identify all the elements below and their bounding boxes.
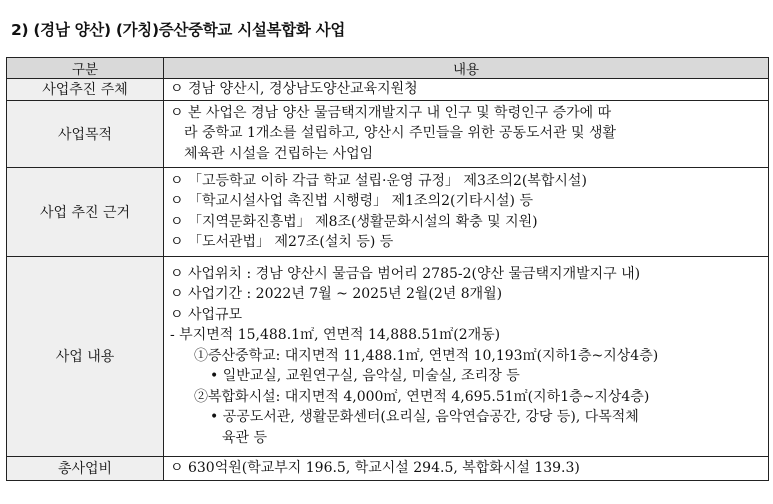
row-label-legal-basis: 사업 추진 근거	[7, 167, 164, 256]
content-line: ㅇ 사업위치 : 경남 양산시 물금읍 범어리 2785-2(양산 물금택지개발지구 내)	[170, 265, 641, 282]
content-line: ㅇ 사업기간 : 2022년 7월 ~ 2025년 2월(2년 8개월)	[170, 286, 503, 303]
table-row	[7, 456, 769, 480]
project-table	[6, 57, 769, 481]
row-label-purpose: 사업목적	[7, 100, 164, 167]
row-label-details: 사업 내용	[7, 256, 164, 456]
table-row	[7, 256, 769, 456]
content-line: ㅇ 경남 양산시, 경상남도양산교육지원청	[170, 81, 418, 97]
row-content-budget	[164, 456, 769, 480]
header-content: 내용	[164, 58, 769, 79]
content-line: 체육관 시설을 건립하는 사업임	[184, 145, 374, 162]
content-line: • 공공도서관, 생활문화센터(요리실, 음악연습공간, 강당 등), 다목적체	[210, 409, 639, 426]
table-row	[7, 167, 769, 256]
row-label-organizer: 사업추진 주체	[7, 79, 164, 101]
content-line: ①증산중학교: 대지면적 11,488.1㎡, 연면적 10,193㎡(지하1층~지상4층)	[194, 347, 659, 364]
table-row	[7, 100, 769, 167]
content-line: 라 중학교 1개소를 설립하고, 양산시 주민들을 위한 공동도서관 및 생활	[184, 125, 617, 142]
content-line: 육관 등	[222, 429, 268, 446]
row-content-details	[164, 256, 769, 456]
section-heading: 2) (경남 양산) (가칭)증산중학교 시설복합화 사업	[11, 21, 346, 39]
content-line: ②복합화시설: 대지면적 4,000㎡, 연면적 4,695.51㎡(지하1층~지상4층)	[194, 388, 650, 405]
row-content-organizer	[164, 79, 769, 101]
row-content-purpose	[164, 100, 769, 167]
content-line: ㅇ 본 사업은 경남 양산 물금택지개발지구 내 인구 및 학령인구 증가에 따	[170, 104, 612, 121]
content-line: ㅇ 「고등학교 이하 각급 학교 설립·운영 규정」 제3조의2(복합시설)	[170, 172, 587, 189]
content-line: ㅇ 630억원(학교부지 196.5, 학교시설 294.5, 복합화시설 139.3)	[170, 459, 580, 476]
content-line: ㅇ 사업규모	[170, 306, 243, 323]
row-label-budget: 총사업비	[7, 456, 164, 480]
table-row	[7, 79, 769, 101]
row-content-legal-basis	[164, 167, 769, 256]
content-line: ㅇ 「지역문화진흥법」 제8조(생활문화시설의 확충 및 지원)	[170, 213, 538, 230]
table-header-row	[7, 58, 769, 79]
header-category: 구분	[7, 58, 164, 79]
content-line: - 부지면적 15,488.1㎡, 연면적 14,888.51㎡(2개동)	[170, 327, 501, 344]
content-line: ㅇ 「도서관법」 제27조(설치 등) 등	[170, 234, 394, 250]
content-line: ㅇ 「학교시설사업 촉진법 시행령」 제1조의2(기타시설) 등	[170, 193, 533, 209]
content-line: • 일반교실, 교원연구실, 음악실, 미술실, 조리장 등	[210, 368, 520, 385]
